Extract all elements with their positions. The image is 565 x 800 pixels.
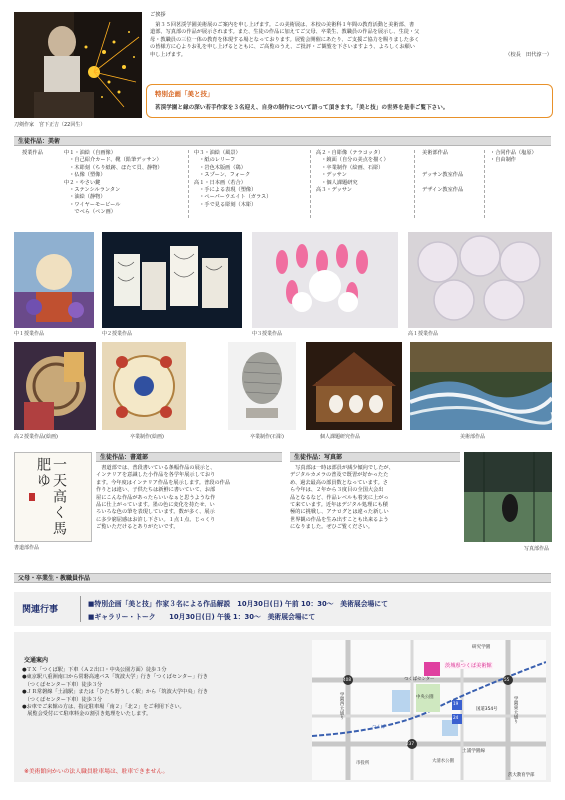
calligraphy-line: 屋にこんな作品があったらいいなぁと思うような作: [96, 494, 216, 501]
greeting-title: ご挨拶: [150, 12, 166, 18]
calligraphy-line: 品に仕上がっています。墨の色に変化を持たせ、い: [96, 502, 215, 509]
photography-line: め、過去最高の部員数となっています。さ: [290, 479, 388, 486]
works-col2: [64, 150, 163, 217]
calligraphy-seal: [29, 493, 35, 501]
row2-caption: 個人課題研究作品: [320, 434, 361, 440]
greeting-line: の皆様方に心よりお礼を申し上げるとともに、ご高覧のうえ、ご批評・ご観覧を下さいますよう、よろしくお願い: [150, 44, 415, 51]
works-divider: [414, 150, 415, 218]
map-credit: 茨大教育学部: [508, 773, 535, 778]
row1-caption: 中１授業作品: [14, 331, 45, 337]
map-label: 研究学園: [472, 645, 491, 650]
works-item: ・手で見る彫刻（木彫）: [194, 201, 257, 208]
works-item: 高１・日本画（若合）: [194, 179, 246, 186]
calligraphy-caption: 書道部作品: [14, 545, 40, 551]
photography-caption: 写真部作品: [524, 546, 550, 552]
top-photo-caption: 刀剣作家 宮下正吉（22回生）: [14, 122, 86, 128]
events-item-2: ■ギャラリー・トーク 10月30日(日) 午後 1：30～ 美術展会場にて: [88, 613, 316, 621]
access-title: 交通案内: [24, 657, 49, 664]
map-label: 土浦学園線: [462, 749, 485, 754]
artwork-photo-3: [252, 232, 398, 328]
artwork-photo-1: [14, 232, 94, 328]
works-item: ・ワイヤーモービール: [64, 201, 121, 208]
works-col3: [194, 150, 271, 209]
works-item: ・自己紹介カード、靴（鉛筆デッサン）: [64, 157, 162, 164]
greeting-signature: （校長 田代淳一）: [505, 51, 552, 58]
access-warning: ※美術館向かいの法人職員駐車場は、駐車できません。: [24, 769, 169, 775]
works-item: ・紙のレリーフ: [194, 157, 236, 164]
events-divider: [80, 596, 81, 622]
artwork-photo-5: [14, 342, 96, 430]
works-item: デザイン教室作品: [422, 187, 464, 194]
map-label: つくば: [372, 725, 386, 730]
calligraphy-text: [96, 465, 282, 532]
calligraphy-line: インテリアを意識した小作品を各学年展示しており: [96, 472, 216, 479]
map-museum-label: 茨城県つくば美術館: [445, 663, 492, 669]
map-label: 中央公園: [416, 695, 434, 700]
works-col4: [316, 150, 389, 194]
photography-line: になりました。ぜひご覧ください。: [290, 524, 374, 531]
row2-caption: 美術部作品: [460, 434, 486, 440]
map-label: 大清水公園: [432, 759, 454, 764]
map-label: 市役所: [356, 761, 370, 766]
artwork-photo-6: [102, 342, 186, 430]
works-item: ・仏像（塑像）: [64, 172, 106, 179]
works-item: ・岩色木版画（鶏）: [194, 164, 246, 171]
calligraphy-artwork: [14, 452, 92, 542]
calligraphy-line: ろいろな色の筆を表現しています。数が多く、展示: [96, 509, 215, 516]
events-title: 関連行事: [22, 605, 59, 615]
row1-caption: 中２授業作品: [102, 331, 133, 337]
access-line: （つくばセンター下車）徒歩３分: [22, 696, 103, 703]
access-line: ●ＴＸ「つくば駅」下車（Ａ２出口・中央公園方面）徒歩３分: [22, 667, 167, 673]
students-art-bar: 生徒作品：美術: [14, 136, 551, 146]
works-col1: [22, 150, 43, 157]
works-item: 中１・油絵（自画像）: [64, 150, 116, 156]
calligraphy-line: ご覧いただけるとありがたいです。: [96, 524, 179, 531]
artwork-photo-8: [306, 342, 402, 430]
calligraphy-line: 作りとは違い、子供たちは新鮮に書いていて、お部: [96, 487, 216, 494]
works-item: ・個人課題研究: [316, 179, 358, 186]
special-box: [146, 84, 553, 118]
access-line: （つくばセンター下車）徒歩３分: [22, 681, 103, 688]
access-line: ●お車でご来館の方は、指定駐車場「南２」「北２」をご利用下さい。: [22, 704, 185, 711]
artwork-photo-7: [228, 342, 296, 430]
photography-artwork: [464, 452, 552, 542]
photography-line: デジタルカメラの普及で既習が好かったた: [290, 472, 389, 479]
greeting-body: [150, 22, 552, 59]
works-item: ・ペーパーウエイト（ガラス）: [194, 194, 272, 201]
works-item: ・手による表現（塑像）: [194, 187, 257, 194]
access-lines: [22, 667, 208, 719]
works-item: ・ステンシルランタン: [64, 187, 121, 194]
photography-line: 写真部は一時は部員が減少傾向でしたが、: [290, 465, 394, 471]
calligraphy-line: 書道部では、普段書いている条幅作品の展示と、: [96, 465, 216, 471]
map-label: 国道354号: [476, 707, 498, 712]
calligraphy-artwork-text: 一天高く馬肥ゆ: [35, 457, 67, 537]
artwork-photo-9: [410, 342, 552, 430]
row2-caption: 高２授業作品(絵画): [14, 434, 58, 440]
greeting-line: 申し上げます。: [150, 51, 186, 58]
greeting-line: 第３５回茗渓学園美術展のご案内を申し上げます。この美術展は、本校の美術科１年間の教育活動と美術部、書: [150, 22, 415, 28]
calligraphy-line: に多少窮屈感はお許し下さい。１点１点、じっくり: [96, 516, 216, 523]
photography-line: 品となるなど、作品レベルも着実に上がっ: [290, 494, 389, 501]
works-item: ・自由制作: [490, 157, 516, 164]
map-label: 学園西大通り: [339, 692, 344, 720]
photography-line: て来ています。近年はデジタル処理にも積: [290, 502, 388, 509]
works-item: ・油絵（静物）: [64, 194, 106, 201]
row1-caption: 高１授業作品: [408, 331, 439, 337]
artwork-photo-4: [408, 232, 552, 328]
route-number: 237: [406, 741, 414, 746]
events-item-1: ■特別企画「美と技」作家３名による作品解説 10月30日(日) 午前 10：30～ 美術展会場にて: [88, 600, 388, 608]
photography-bar: 生徒作品：写真部: [290, 452, 460, 462]
events-section: [14, 592, 551, 626]
calligraphy-bar: 生徒作品：書道部: [96, 452, 282, 462]
calligraphy-line: ます。今年度はインテリア作品を展示します。普段の作品: [96, 479, 231, 486]
row2-caption: 卒業制作(絵画): [130, 434, 164, 440]
works-item: ・合同作品（塩原）: [490, 150, 537, 156]
works-item: 高２・自彫像（テラコッタ）: [316, 150, 384, 156]
works-item: 美術部作品: [422, 150, 448, 156]
works-item: ・鏡面（自分の美点を描く）: [316, 157, 389, 164]
works-col6: [490, 150, 537, 165]
works-divider: [310, 150, 311, 218]
special-text: 茗渓学園と縁の深い若手作家を３名迎え、自身の制作について語って頂きます。「美と技」の世界を是非ご覧下さい。: [155, 105, 449, 111]
works-item: ・木彫刻（ちり紙跡、ほたて貝、静物）: [64, 164, 163, 171]
route-number: 24: [453, 715, 459, 720]
special-label: 特別企画「美と技」: [155, 90, 214, 98]
access-line: 展覧会受付にて駐車料金の割引き処理をいたします。: [22, 711, 152, 718]
works-item: 中３・油絵（風景）: [194, 150, 241, 156]
access-line: ●東京駅八重洲南口から常磐高速バス「筑波大学」行き「つくばセンター」行き: [22, 674, 208, 681]
map-label: 学園東大通り: [513, 696, 518, 724]
works-item: 高３・デッサン: [316, 187, 352, 194]
works-item: デッサン教室作品: [422, 172, 464, 179]
photography-line: ら今年は、２年から３度目の全国大会出: [290, 487, 384, 494]
photography-line: 世界観の作品を生み出すことも出来るよう: [290, 516, 389, 523]
works-item: ・スプーン、フォーク: [194, 172, 251, 179]
works-item: 中２・やさい鍵: [64, 179, 101, 186]
route-number: 55: [504, 677, 510, 682]
works-item: でべら（ペン画）: [64, 209, 116, 216]
artwork-photo-2: [102, 232, 242, 328]
row1-caption: 中３授業作品: [252, 331, 283, 337]
route-number: 19: [453, 701, 459, 706]
works-item: [422, 180, 463, 187]
map-label: つくばセンター: [404, 677, 435, 682]
photography-line: 極的に挑戦し、アナログとは違った新しい: [290, 509, 389, 516]
top-photo: [14, 12, 142, 118]
works-col5: [422, 150, 463, 194]
works-divider: [484, 150, 485, 218]
works-item: ・卒業制作（絵画、石彫）: [316, 164, 384, 171]
works-item: 授業作品: [22, 150, 43, 156]
works-item: ・デッサン: [316, 172, 347, 179]
parents-bar: 父母・卒業生・教職員作品: [14, 573, 551, 583]
works-divider: [188, 150, 189, 218]
access-map: [312, 640, 546, 780]
access-line: ●ＪＲ常磐線「土浦駅」または「ひたち野うしく駅」から「筑波大学中央」行き: [22, 689, 209, 696]
photography-text: [290, 465, 460, 532]
route-number: 408: [343, 677, 351, 682]
works-item: [422, 157, 463, 164]
row2-caption: 卒業制作(石彫): [250, 434, 284, 440]
greeting-line: 道部、写真部の作品が展示されます。また、生徒の作品に加えてご父母、卒業生、教職員の作品を展示し、生徒・父: [150, 29, 420, 36]
greeting-line: 母・教職員の三位一体の教育を体現する場となっております。展覧会開催にあたり、ご支援ご協力を賜りました多く: [150, 36, 420, 43]
